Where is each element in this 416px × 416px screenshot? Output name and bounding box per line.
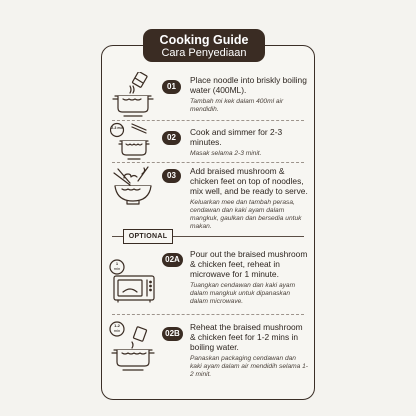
step-number-badge: 02 (162, 131, 181, 145)
step-instruction-malay: Tuangkan cendawan dan kaki ayam dalam mangkuk untuk dipanaskan dalam microwave. (190, 282, 296, 305)
step-instruction-malay: Tambah mi kek dalam 400ml air mendidih. (190, 98, 284, 113)
divider (112, 120, 304, 121)
timer-unit: min (113, 266, 121, 271)
step-text (190, 249, 308, 306)
step-text (190, 75, 308, 114)
simmer-pot-icon (110, 122, 156, 162)
step-instruction: Pour out the braised mushroom & chicken feet, reheat in microwave for 1 minute. (190, 249, 308, 279)
step-instruction: Cook and simmer for 2-3 minutes. (190, 127, 283, 147)
step-number-badge: 03 (162, 169, 181, 183)
title-malay: Cara Penyediaan (161, 47, 247, 59)
title-english: Cooking Guide (159, 33, 249, 47)
step-instruction-malay: Masak selama 2-3 minit. (190, 150, 262, 157)
step-text (190, 166, 308, 231)
timer-number: 1-2 (114, 323, 120, 328)
step-text (190, 127, 308, 158)
step-number-badge: 02B (162, 327, 183, 341)
noodle-bowl-icon (110, 165, 156, 207)
optional-label: OPTIONAL (123, 229, 173, 244)
divider (112, 162, 304, 163)
pot-with-packet-icon (108, 320, 158, 376)
pot-with-noodle-icon (110, 72, 156, 118)
step-instruction: Reheat the braised mushroom & chicken feet for 1-2 mins in boiling water. (190, 322, 303, 352)
divider (112, 314, 304, 315)
step-number-badge: 02A (162, 253, 183, 267)
step-instruction: Add braised mushroom & chicken feet on top of noodles, mix well, and be ready to serve. (190, 166, 308, 196)
timer-label: 2-3 min (111, 126, 124, 130)
microwave-icon (108, 258, 158, 304)
timer-number: 1 (115, 261, 119, 266)
step-instruction-malay: Panaskan packaging cendawan dan kaki ayam dalam air mendidih selama 1-2 minit. (190, 355, 309, 378)
step-number-badge: 01 (162, 80, 181, 94)
step-text (190, 322, 308, 379)
title-banner (143, 29, 265, 62)
step-instruction-malay: Keluarkan mee dan tambah perasa, cendawan dan kaki ayam dalam mangkuk, gaulkan dan bersedia untuk makan. (190, 199, 302, 230)
timer-unit: min (113, 328, 121, 333)
step-instruction: Place noodle into briskly boiling water (400ML). (190, 75, 307, 95)
